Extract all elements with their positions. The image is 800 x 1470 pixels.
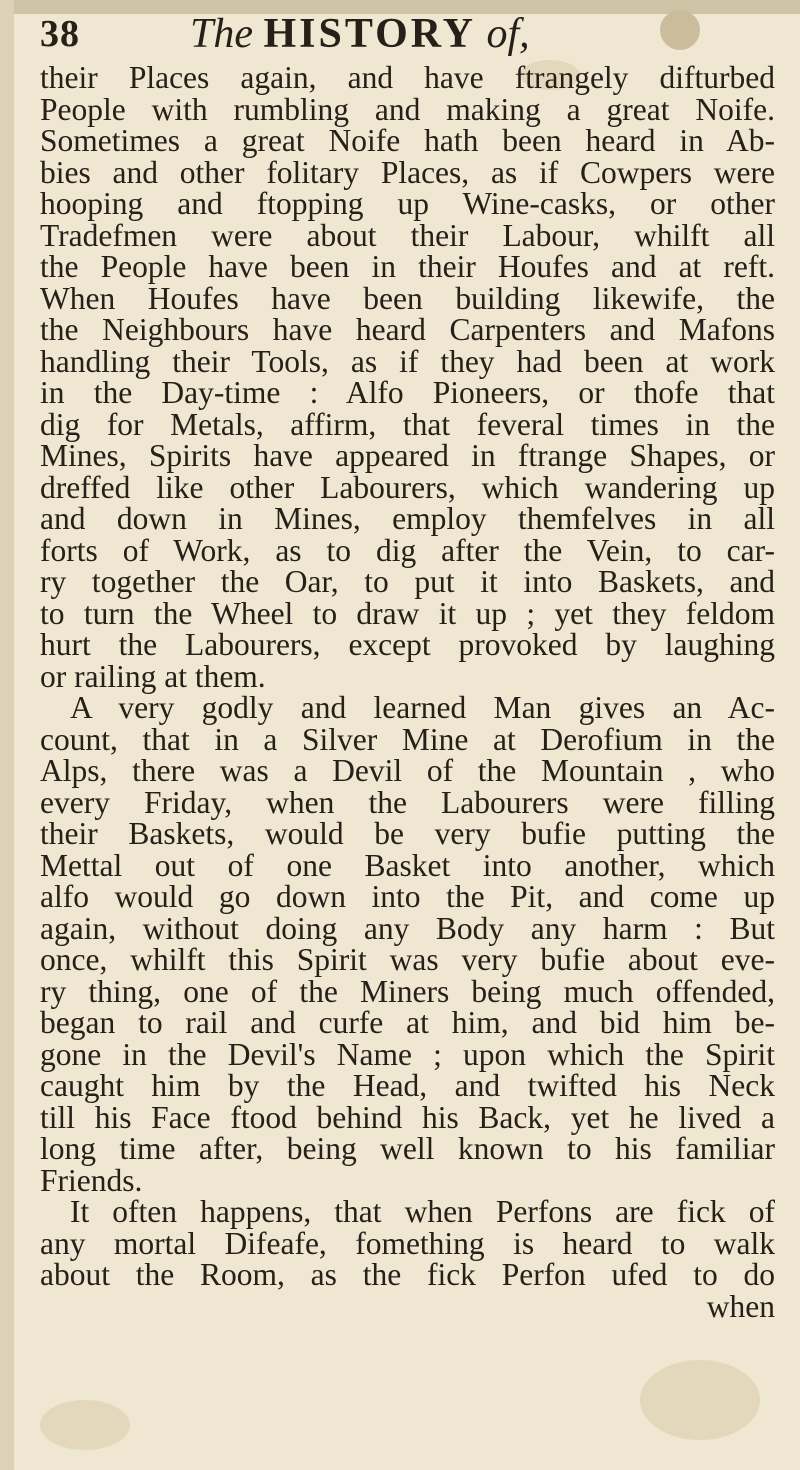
text-line: and down in Mines, employ themfelves in all [40, 501, 775, 536]
text-line: Mettal out of one Basket into another, which [40, 847, 775, 883]
text-line: ry together the Oar, to put it into Baskets, and [40, 564, 775, 599]
text-line: forts of Work, as to dig after the Vein, to car- [40, 532, 775, 568]
paragraph-start-line: It often happens, that when Perfons are fick of [70, 1194, 775, 1229]
ornament-icon [660, 10, 700, 50]
text-line: caught him by the Head, and twifted his Neck [40, 1068, 775, 1103]
text-line: every Friday, when the Labourers were filling [40, 784, 775, 820]
text-line: till his Face ftood behind his Back, yet he lived a [40, 1099, 775, 1135]
text-line: to turn the Wheel to draw it up ; yet they feldom [40, 595, 775, 631]
text-line: any mortal Difeafe, fomething is heard to walk [40, 1225, 775, 1261]
text-line: gone in the Devil's Name ; upon which the Spirit [40, 1036, 775, 1072]
page-number: 38 [40, 13, 80, 55]
foxing-stain [40, 1400, 130, 1450]
text-line: Friends. [40, 1162, 143, 1198]
text-line: their Baskets, would be very bufie putting the [40, 816, 775, 851]
running-title-prefix: The [190, 11, 253, 57]
text-line: Tradefmen were about their Labour, whilft all [40, 217, 775, 253]
text-line: dig for Metals, affirm, that feveral times in the [40, 406, 775, 442]
page-edge-left [0, 0, 14, 1470]
text-line: hurt the Labourers, except provoked by laughing [40, 627, 775, 662]
text-line: again, without doing any Body any harm : But [40, 910, 775, 946]
text-line: handling their Tools, as if they had been at work [40, 343, 775, 379]
text-line: hooping and ftopping up Wine-casks, or other [40, 186, 775, 221]
text-line: bies and other folitary Places, as if Cowpers were [40, 154, 775, 190]
text-line: alfo would go down into the Pit, and come up [40, 879, 775, 914]
text-line: ry thing, one of the Miners being much offended, [40, 973, 775, 1009]
text-line: or railing at them. [40, 658, 266, 694]
text-line: People with rumbling and making a great Noife. [40, 91, 775, 127]
text-line: once, whilft this Spirit was very bufie about eve- [40, 942, 775, 977]
running-title-suffix: of, [486, 11, 530, 57]
catchword: when [706, 1288, 775, 1324]
text-line: Mines, Spirits have appeared in ftrange Shapes, or [40, 438, 775, 473]
foxing-stain [640, 1360, 760, 1440]
text-line: the Neighbours have heard Carpenters and Mafons [40, 312, 775, 347]
text-line: When Houfes have been building likewife, the [40, 280, 775, 316]
running-header [40, 10, 740, 60]
text-line: Alps, there was a Devil of the Mountain , who [40, 753, 775, 788]
running-title [190, 10, 530, 58]
text-line: long time after, being well known to his familiar [40, 1131, 775, 1166]
text-line: Sometimes a great Noife hath been heard in Ab- [40, 123, 775, 158]
text-line: dreffed like other Labourers, which wandering up [40, 469, 775, 505]
text-line: began to rail and curfe at him, and bid him be- [40, 1005, 775, 1040]
text-line: in the Day-time : Alfo Pioneers, or thofe that [40, 375, 775, 410]
text-line: their Places again, and have ftrangely difturbed [40, 60, 775, 95]
running-title-main: HISTORY [263, 11, 476, 57]
text-line: the People have been in their Houfes and at reft. [40, 249, 775, 284]
text-line: about the Room, as the fick Perfon ufed to do [40, 1257, 775, 1292]
body-text [40, 62, 775, 1322]
text-line: count, that in a Silver Mine at Derofium in the [40, 721, 775, 757]
paragraph-start-line: A very godly and learned Man gives an Ac- [70, 690, 775, 725]
